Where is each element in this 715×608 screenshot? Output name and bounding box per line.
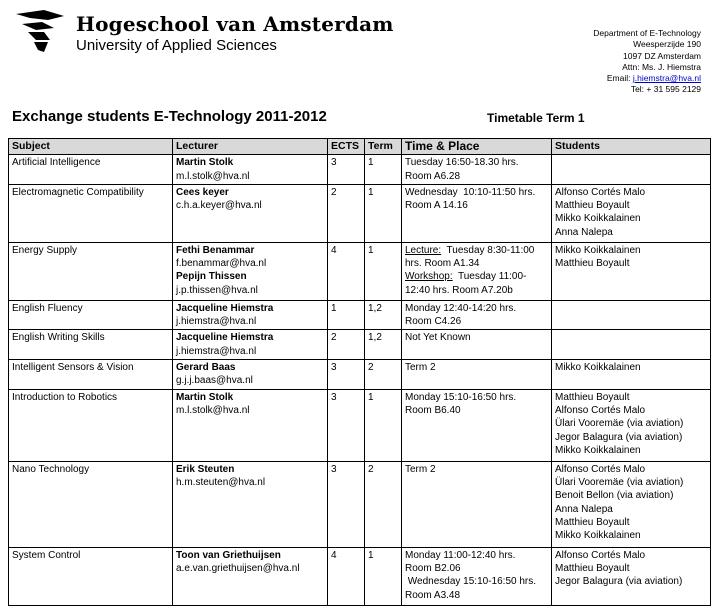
time-place-cell (402, 360, 552, 390)
address-line: Weesperzijde 190 (633, 39, 701, 50)
slot-text: Room A 14.16 (405, 200, 468, 212)
address-line: Department of E-Technology (593, 28, 701, 38)
lecturer-name: Erik Steuten (176, 463, 235, 475)
hva-logo-icon (14, 10, 66, 54)
lecturer-email: c.h.a.keyer@hva.nl (176, 200, 262, 212)
lecturer-name: Jacqueline Hiemstra (176, 332, 274, 344)
students-cell (552, 184, 711, 242)
time-slot (405, 331, 548, 344)
address-line: Attn: Ms. J. Hiemstra (622, 61, 701, 72)
time-slot (405, 156, 548, 169)
address-block (593, 28, 701, 96)
lecturer-cell (173, 330, 328, 360)
subject-cell: Nano Technology (9, 461, 173, 547)
ects-cell: 4 (328, 547, 365, 605)
subject-cell: Energy Supply (9, 242, 173, 300)
student-name: Alfonso Cortés Malo (555, 549, 646, 561)
org-block (76, 12, 394, 56)
slot-text: Room B2.06 (405, 562, 461, 574)
student-name: Anna Nalepa (555, 226, 613, 238)
student-name: Ülari Vooremäe (via aviation) (555, 418, 684, 430)
lecturer-name: Fethi Benammar (176, 244, 255, 256)
student-name: Alfonso Cortés Malo (555, 463, 646, 475)
subject-cell: English Writing Skills (9, 330, 173, 360)
ects-cell: 2 (328, 330, 365, 360)
subject-cell: Electromagnetic Compatibility (9, 184, 173, 242)
table-row (9, 547, 711, 605)
students-cell (552, 330, 711, 360)
time-slot (405, 302, 548, 315)
email-label: Email: (606, 73, 631, 84)
slot-text: Wednesday 15:10-16:50 hrs. (405, 576, 537, 588)
header-lecturer: Lecturer (173, 139, 328, 155)
time-slot (405, 199, 548, 212)
term-cell: 1,2 (365, 300, 402, 330)
lecturer-name: Cees keyer (176, 186, 229, 198)
term-cell: 1 (365, 389, 402, 461)
lecturer-name: Pepijn Thissen (176, 271, 247, 283)
ects-cell: 3 (328, 461, 365, 547)
table-header-row (9, 139, 711, 155)
lecturer-email: h.m.steuten@hva.nl (176, 476, 266, 488)
time-slot (405, 404, 548, 417)
lecturer-email: j.p.thissen@hva.nl (176, 284, 258, 296)
header-time-place: Time & Place (402, 139, 552, 155)
term-cell: 1 (365, 242, 402, 300)
students-cell (552, 547, 711, 605)
students-cell (552, 360, 711, 390)
student-name: Mikko Koikkalainen (555, 444, 641, 456)
time-slot (405, 244, 548, 271)
slot-text: Room A3.48 (405, 589, 461, 601)
time-slot (405, 549, 548, 562)
lecturer-name: Gerard Baas (176, 362, 236, 374)
time-place-cell (402, 547, 552, 605)
time-slot (405, 170, 548, 183)
lecturer-cell (173, 242, 328, 300)
time-slot (405, 575, 548, 588)
time-slot (405, 361, 548, 374)
lecturer-cell (173, 184, 328, 242)
slot-text: Wednesday 10:10-11:50 hrs. (405, 186, 536, 198)
time-slot (405, 315, 548, 328)
lecturer-cell (173, 461, 328, 547)
header-term: Term (365, 139, 402, 155)
student-name: Mikko Koikkalainen (555, 362, 641, 374)
time-slot (405, 186, 548, 199)
student-name: Matthieu Boyault (555, 391, 630, 403)
slot-text: Not Yet Known (405, 332, 471, 344)
lecturer-email: j.hiemstra@hva.nl (176, 345, 257, 357)
lecturer-cell (173, 547, 328, 605)
term-cell: 1,2 (365, 330, 402, 360)
slot-text: Monday 11:00-12:40 hrs. (405, 549, 516, 561)
students-cell (552, 300, 711, 330)
table-row (9, 300, 711, 330)
lecturer-name: Martin Stolk (176, 391, 234, 403)
lecturer-email: m.l.stolk@hva.nl (176, 404, 250, 416)
slot-text: Room C4.26 (405, 316, 462, 328)
student-name: Matthieu Boyault (555, 562, 630, 574)
lecturer-email: j.hiemstra@hva.nl (176, 316, 257, 328)
student-name: Jegor Balagura (via aviation) (555, 431, 683, 443)
slot-text: Term 2 (405, 362, 436, 374)
ects-cell: 3 (328, 155, 365, 185)
org-subtitle: University of Applied Sciences (76, 37, 277, 54)
email-line (593, 73, 701, 84)
slot-label: Lecture: (405, 244, 442, 256)
subject-cell: Introduction to Robotics (9, 389, 173, 461)
lecturer-cell (173, 300, 328, 330)
student-name: Ülari Vooremäe (via aviation) (555, 476, 684, 488)
slot-text: Monday 12:40-14:20 hrs. (405, 302, 517, 314)
ects-cell: 4 (328, 242, 365, 300)
student-name: Anna Nalepa (555, 503, 613, 515)
student-name: Matthieu Boyault (555, 200, 630, 212)
time-slot (405, 463, 548, 476)
students-cell (552, 461, 711, 547)
time-place-cell (402, 242, 552, 300)
time-place-cell (402, 389, 552, 461)
table-row (9, 330, 711, 360)
subject-cell: Artificial Intelligence (9, 155, 173, 185)
student-name: Alfonso Cortés Malo (555, 404, 646, 416)
term-cell: 1 (365, 155, 402, 185)
student-name: Jegor Balagura (via aviation) (555, 576, 683, 588)
subject-cell: English Fluency (9, 300, 173, 330)
header-subject: Subject (9, 139, 173, 155)
subject-cell: Intelligent Sensors & Vision (9, 360, 173, 390)
lecturer-cell (173, 360, 328, 390)
table-row (9, 461, 711, 547)
phone-line: Tel: + 31 595 2129 (630, 84, 701, 95)
lecturer-email: a.e.van.griethuijsen@hva.nl (176, 562, 300, 574)
ects-cell: 1 (328, 300, 365, 330)
student-name: Mikko Koikkalainen (555, 530, 641, 542)
student-name: Benoit Bellon (via aviation) (555, 490, 674, 502)
lecturer-cell (173, 155, 328, 185)
time-slot (405, 391, 548, 404)
slot-label: Workshop: (405, 271, 453, 283)
table-row (9, 360, 711, 390)
time-place-cell (402, 461, 552, 547)
header-students: Students (552, 139, 711, 155)
document-title: Exchange students E-Technology 2011-2012 (12, 108, 327, 125)
time-place-cell (402, 330, 552, 360)
students-cell (552, 155, 711, 185)
ects-cell: 3 (328, 360, 365, 390)
student-name: Mikko Koikkalainen (555, 213, 641, 225)
lecturer-cell (173, 389, 328, 461)
lecturer-name: Martin Stolk (176, 157, 234, 169)
slot-text: Monday 15:10-16:50 hrs. (405, 391, 517, 403)
lecturer-name: Toon van Griethuijsen (176, 549, 281, 561)
subject-cell: System Control (9, 547, 173, 605)
term-cell: 2 (365, 360, 402, 390)
slot-text: Tuesday 11:00-12:40 hrs. Room A7.20b (405, 271, 527, 296)
student-name: Matthieu Boyault (555, 258, 630, 270)
student-name: Matthieu Boyault (555, 516, 630, 528)
students-cell (552, 242, 711, 300)
time-place-cell (402, 300, 552, 330)
slot-text: Tuesday 8:30-11:00 hrs. Room A1.34 (405, 244, 538, 270)
header-ects: ECTS (328, 139, 365, 155)
lecturer-email: m.l.stolk@hva.nl (176, 170, 250, 182)
term-cell: 1 (365, 184, 402, 242)
student-name: Alfonso Cortés Malo (555, 186, 646, 198)
table-row (9, 242, 711, 300)
ects-cell: 2 (328, 184, 365, 242)
org-name: Hogeschool van Amsterdam (76, 12, 394, 36)
lecturer-email: f.benammar@hva.nl (176, 258, 267, 270)
time-place-cell (402, 184, 552, 242)
term-cell: 2 (365, 461, 402, 547)
students-cell (552, 389, 711, 461)
slot-text: Term 2 (405, 463, 436, 475)
table-row (9, 389, 711, 461)
student-name: Mikko Koikkalainen (555, 244, 641, 256)
email-link[interactable]: j.hiemstra@hva.nl (632, 73, 701, 84)
time-slot (405, 589, 548, 602)
timetable-label: Timetable Term 1 (487, 111, 585, 125)
ects-cell: 3 (328, 389, 365, 461)
table-row (9, 155, 711, 185)
timetable-table (8, 138, 711, 606)
slot-text: Room B6.40 (405, 404, 461, 416)
time-slot (405, 270, 548, 297)
term-cell: 1 (365, 547, 402, 605)
table-row (9, 184, 711, 242)
time-place-cell (402, 155, 552, 185)
slot-text: Tuesday 16:50-18.30 hrs. (405, 157, 519, 169)
lecturer-name: Jacqueline Hiemstra (176, 302, 274, 314)
address-line: 1097 DZ Amsterdam (623, 50, 701, 61)
lecturer-email: g.j.j.baas@hva.nl (176, 375, 253, 387)
time-slot (405, 562, 548, 575)
slot-text: Room A6.28 (405, 170, 461, 182)
